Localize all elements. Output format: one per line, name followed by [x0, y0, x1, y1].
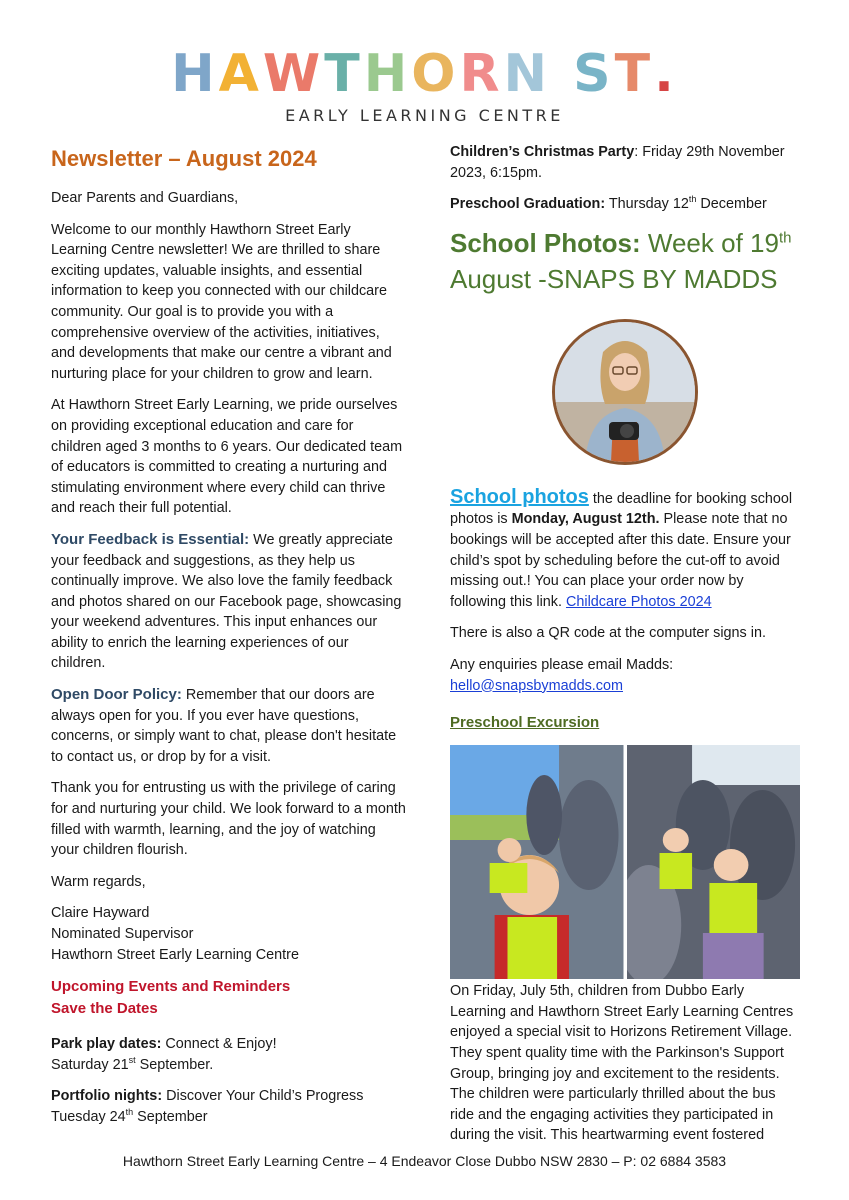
- logo-letter: W: [262, 44, 325, 104]
- park-play-date: [51, 1055, 406, 1076]
- school-photos-title: [450, 225, 800, 297]
- newsletter-title: Newsletter – August 2024: [51, 146, 317, 171]
- photographer-photo: [552, 319, 698, 465]
- signature-name: Claire Hayward: [51, 905, 150, 922]
- centre-logo: [0, 44, 849, 104]
- right-column: [450, 142, 800, 1146]
- feedback-heading: Your Feedback is Essential:: [51, 530, 250, 548]
- bus-photo-left: [450, 745, 624, 979]
- feedback-paragraph: [51, 530, 406, 674]
- open-door-paragraph: [51, 685, 406, 767]
- open-door-text: Remember that our doors are always open for you. If you ever have questions, concerns, or simply want to chat, please don't hesitate to contact us, or drop by for a visit.: [51, 687, 397, 765]
- school-photos-title-bold: School Photos:: [450, 227, 641, 258]
- logo-letter: O: [411, 44, 460, 104]
- events-heading: Upcoming Events and Reminders: [51, 978, 291, 996]
- signature-org: Hawthorn Street Early Learning Centre: [51, 946, 299, 963]
- about-paragraph: At Hawthorn Street Early Learning, we pride ourselves on providing exceptional education and care for children aged 3 months to 6 years. Our dedicated team of educators is committed to creating a nurturing and stimulating environment where every child can thrive and reach their full potential.: [51, 397, 403, 517]
- excursion-heading: Preschool Excursion: [450, 714, 600, 732]
- portfolio-label: Portfolio nights:: [51, 1088, 163, 1105]
- graduation-sup: th: [688, 194, 697, 205]
- portfolio-item: [51, 1086, 406, 1107]
- email-paragraph: [450, 676, 800, 697]
- christmas-party-item: [450, 142, 800, 183]
- school-photos-text: the deadline for booking school photos is: [450, 490, 793, 528]
- excursion-paragraph: On Friday, July 5th, children from Dubbo Early Learning and Hawthorn Street Early Learning Centres enjoyed a special visit to Horizons Retirement Village. They spent quality time with the Parkinson's Support Group, bringing joy and excitement to the residents. The children were particularly thrilled about the bus ride and the engaging activities they participated in during the visit. This heartwarming event fostered: [450, 983, 794, 1144]
- excursion-photos: [450, 745, 800, 979]
- logo-subtitle: EARLY LEARNING CENTRE: [285, 106, 564, 125]
- christmas-label: Children’s Christmas Party: [450, 144, 635, 160]
- logo-letter: N: [503, 44, 552, 104]
- school-photos-title-sup: th: [778, 229, 792, 247]
- school-photos-title-date: Week of 19: [640, 227, 779, 258]
- park-play-item: [51, 1034, 406, 1055]
- graduation-text-end: December: [696, 196, 767, 213]
- email-link[interactable]: hello@snapsbymadds.com: [450, 677, 623, 694]
- portfolio-date-end: September: [133, 1108, 208, 1125]
- footer-contact: Hawthorn Street Early Learning Centre – 4 Endeavor Close Dubbo NSW 2830 – P: 02 6884 3583: [122, 1153, 727, 1169]
- school-photos-title-end: August -SNAPS BY MADDS: [450, 263, 778, 294]
- save-dates-heading: Save the Dates: [51, 1000, 158, 1018]
- welcome-paragraph: Welcome to our monthly Hawthorn Street Early Learning Centre newsletter! We are thrilled to share exciting updates, valuable insights, and essential information to keep you connected with our childcare community. Our goal is to provide you with a comprehensive overview of the activities, initiatives, and developments that make our centre a vibrant and nurturing place for your children to grow and learn.: [51, 221, 392, 382]
- logo-letter: T: [614, 44, 655, 104]
- park-play-text: Connect & Enjoy!: [161, 1036, 277, 1053]
- open-door-heading: Open Door Policy:: [51, 686, 182, 704]
- left-column: [51, 142, 406, 1128]
- park-play-label: Park play dates:: [51, 1036, 162, 1053]
- photographer-illustration: [555, 322, 695, 462]
- logo-letter: [551, 44, 573, 104]
- logo-letter: A: [218, 44, 263, 104]
- portfolio-date-sup: th: [125, 1107, 134, 1118]
- greeting: Dear Parents and Guardians,: [51, 190, 239, 206]
- graduation-label: Preschool Graduation:: [450, 196, 606, 213]
- park-date-text: Saturday 21: [51, 1056, 129, 1073]
- feedback-text: We greatly appreciate your feedback and suggestions, as they help us continually improve. We also love the family feedback and photos shared on our Facebook page, showcasing your weekend adventures. This input enhances our ability to enrich the learning experiences of our children.: [51, 531, 402, 672]
- thanks-paragraph: Thank you for entrusting us with the privilege of caring for and nurturing your child. We look forward to a month filled with warmth, learning, and the joy of watching your children flourish.: [51, 780, 406, 859]
- school-photos-paragraph: [450, 487, 800, 613]
- school-photos-text-2: Please note that no bookings will be accepted after this date. Ensure your child’s spot by scheduling before the cut-off to avoid missing out.! You can place your order now by following this link.: [450, 511, 791, 610]
- logo-letter: T: [324, 44, 364, 104]
- graduation-text: Thursday 12: [605, 196, 689, 213]
- logo-letter: .: [654, 44, 678, 104]
- logo-letter: R: [459, 44, 504, 104]
- portfolio-text: Discover Your Child’s Progress: [162, 1088, 364, 1105]
- park-date-end: September.: [135, 1056, 214, 1073]
- excursion-photo-right: [627, 745, 801, 979]
- portfolio-date-text: Tuesday 24: [51, 1108, 126, 1125]
- portfolio-date: [51, 1107, 406, 1128]
- signature-role: Nominated Supervisor: [51, 926, 194, 942]
- bus-photo-right: [627, 745, 801, 979]
- enquiry-text: Any enquiries please email Madds:: [450, 656, 674, 673]
- school-photos-link[interactable]: School photos: [450, 485, 589, 508]
- logo-letter: S: [573, 44, 615, 104]
- christmas-text: : Friday 29th November 2023, 6:15pm.: [450, 144, 785, 181]
- excursion-photo-left: [450, 745, 624, 979]
- childcare-photos-link[interactable]: Childcare Photos 2024: [565, 593, 712, 610]
- graduation-item: [450, 194, 800, 215]
- logo-letter: H: [363, 44, 412, 104]
- logo-letter: H: [171, 44, 219, 104]
- qr-code-note: There is also a QR code at the computer signs in.: [450, 625, 766, 642]
- park-date-sup: st: [128, 1054, 136, 1065]
- regards: Warm regards,: [51, 873, 146, 890]
- photos-deadline: Monday, August 12th.: [511, 511, 660, 528]
